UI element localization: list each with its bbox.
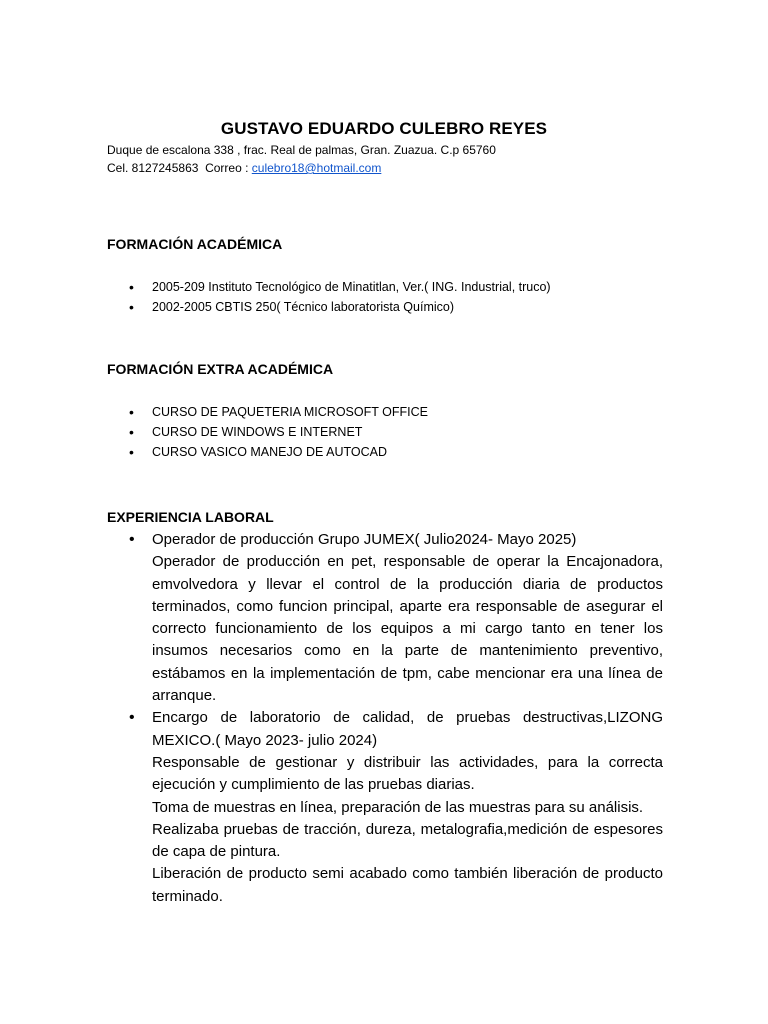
extra-heading: FORMACIÓN EXTRA ACADÉMICA xyxy=(107,361,334,377)
job-description: Liberación de producto semi acabado como también liberación de producto terminado. xyxy=(152,865,663,905)
job-description: Operador de producción en pet, responsable de operar la Encajonadora, emvolvedora y llevar el control de la producción diaria de productos terminados, como funcion principal, aparte era responsable de asegurar el correcto funcionamiento de los equipos a mi cargo tanto en tener los insumos necesarios como en la parte de mantenimiento preventivo, estábamos en la implementación de tpm, cabe mencionar era una línea de arranque. xyxy=(152,553,663,705)
job-title: • Operador de producción Grupo JUMEX( Julio2024- Mayo 2025) xyxy=(152,531,577,548)
list-item: • CURSO VASICO MANEJO DE AUTOCAD xyxy=(107,442,428,462)
phone-text: Cel. 8127245863 Correo : xyxy=(107,161,252,175)
list-item: • CURSO DE PAQUETERIA MICROSOFT OFFICE xyxy=(107,402,428,422)
candidate-name: GUSTAVO EDUARDO CULEBRO REYES xyxy=(220,119,548,138)
address-line: Duque de escalona 338 , frac. Real de palmas, Gran. Zuazua. C.p 65760 xyxy=(107,143,496,157)
job-description: Responsable de gestionar y distribuir las actividades, para la correcta ejecución y cumplimiento de las pruebas diarias. xyxy=(152,753,663,794)
contact-line xyxy=(107,161,381,176)
list-item: • 2002-2005 CBTIS 250( Técnico laboratorista Químico) xyxy=(107,297,551,317)
list-item: • 2005-209 Instituto Tecnológico de Minatitlan, Ver.( ING. Industrial, truco) xyxy=(107,277,551,297)
job-description: Toma de muestras en línea, preparación de las muestras para su análisis. xyxy=(152,798,644,816)
experience-list xyxy=(107,529,663,908)
academic-heading: FORMACIÓN ACADÉMICA xyxy=(107,236,283,252)
extra-list xyxy=(107,402,428,462)
academic-list xyxy=(107,277,551,317)
email-link[interactable]: culebro18@hotmail.com xyxy=(251,161,382,175)
list-item: • CURSO DE WINDOWS E INTERNET xyxy=(107,422,428,442)
experience-heading: EXPERIENCIA LABORAL xyxy=(107,509,274,525)
job-item xyxy=(107,707,663,908)
job-item xyxy=(107,529,663,707)
job-title: • Encargo de laboratorio de calidad, de pruebas destructivas,LIZONG MEXICO.( Mayo 2023- julio 2024) xyxy=(152,709,663,749)
job-description: Realizaba pruebas de tracción, dureza, metalografia,medición de espesores de capa de pintura. xyxy=(152,820,663,861)
